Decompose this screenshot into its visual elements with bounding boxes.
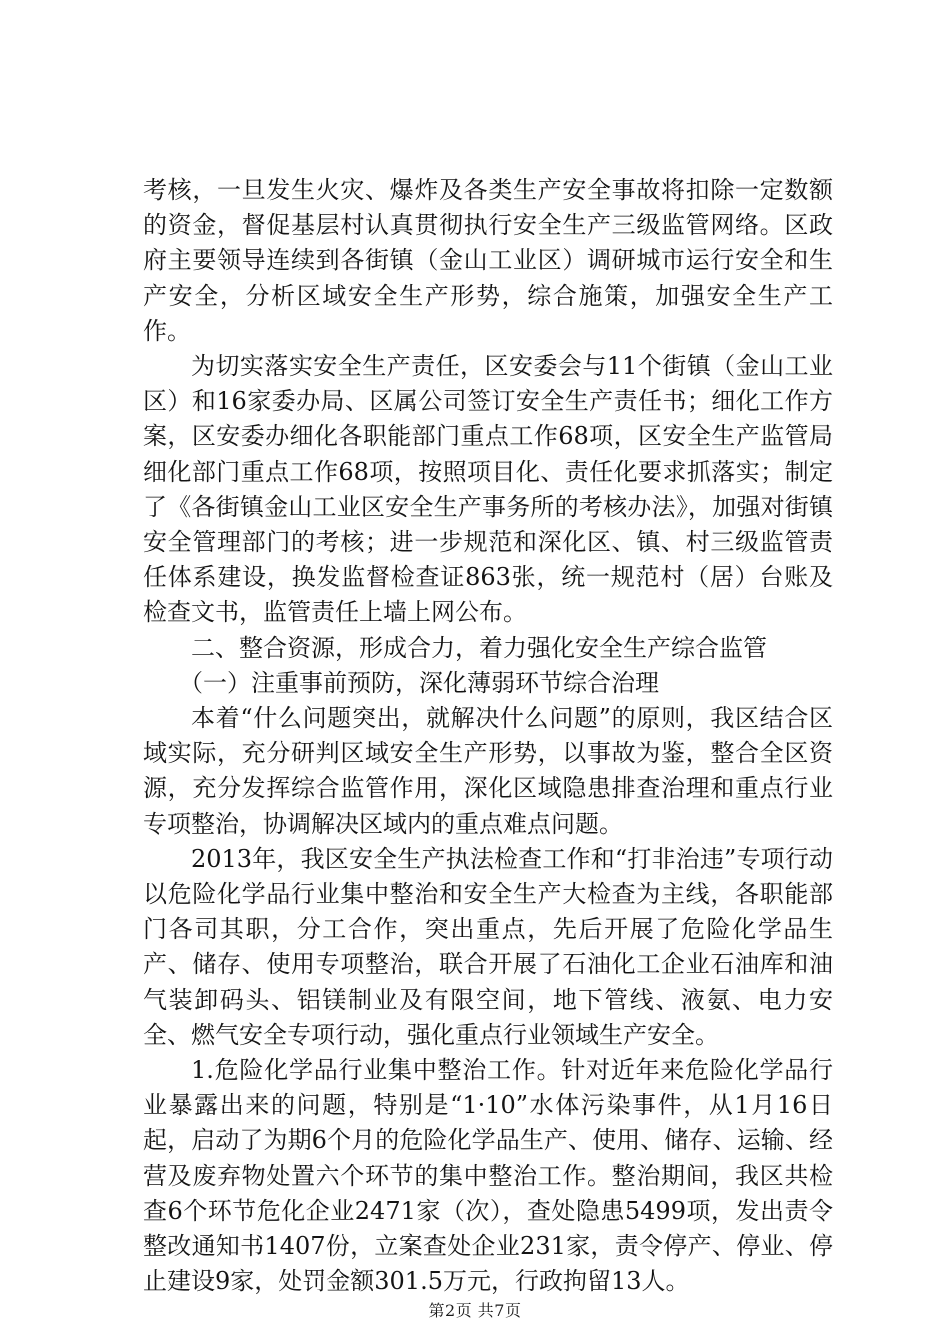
paragraph-2013-actions: 2013年，我区安全生产执法检查工作和“打非治违”专项行动以危险化学品行业集中整治和安全生产大检查为主线，各职能部门各司其职，分工合作，突出重点，先后开展了危险化学品生产、储存、使用专项整治，联合开展了石油化工企业石油库和油气装卸码头、铝镁制业及有限空间，地下管线、液氨、电力安全、燃气安全专项行动，强化重点行业领域生产安全。 xyxy=(143,844,833,1049)
paragraph-responsibility: 为切实落实安全生产责任，区安委会与11个街镇（金山工业区）和16家委办局、区属公司签订安全生产责任书；细化工作方案，区安委办细化各职能部门重点工作68项，区安全生产监管局细化部门重点工作68项，按照项目化、责任化要求抓落实；制定了《各街镇金山工业区安全生产事务所的考核办法》，加强对街镇安全管理部门的考核；进一步规范和深化区、镇、村三级监管责任体系建设，换发监督检查证863张，统一规范村（居）台账及检查文书，监管责任上墙上网公布。 xyxy=(143,352,833,627)
page-footer: 第2页 共7页 xyxy=(428,1301,522,1320)
document-body xyxy=(143,173,833,1300)
paragraph-continuation: 考核，一旦发生火灾、爆炸及各类生产安全事故将扣除一定数额的资金，督促基层村认真贯彻执行安全生产三级监管网络。区政府主要领导连续到各街镇（金山工业区）调研城市运行安全和生产安全，分析区域安全生产形势，综合施策，加强安全生产工作。 xyxy=(143,176,833,345)
paragraph-hazardous-chemicals: 1.危险化学品行业集中整治工作。针对近年来危险化学品行业暴露出来的问题，特别是“1·10”水体污染事件，从1月16日起，启动了为期6个月的危险化学品生产、使用、储存、运输、经营及废弃物处置六个环节的集中整治工作。整治期间，我区共检查6个环节危化企业2471家（次），查处隐患5499项，发出责令整改通知书1407份，立案查处企业231家，责令停产、停业、停止建设9家，处罚金额301.5万元，行政拘留13人。 xyxy=(143,1056,833,1296)
section-heading: 二、整合资源，形成合力，着力强化安全生产综合监管 xyxy=(191,633,767,662)
subsection-heading: （一）注重事前预防，深化薄弱环节综合治理 xyxy=(179,668,659,697)
paragraph-principle: 本着“什么问题突出，就解决什么问题”的原则，我区结合区域实际，充分研判区域安全生产形势，以事故为鉴，整合全区资源，充分发挥综合监管作用，深化区域隐患排查治理和重点行业专项整治，协调解决区域内的重点难点问题。 xyxy=(143,704,833,838)
